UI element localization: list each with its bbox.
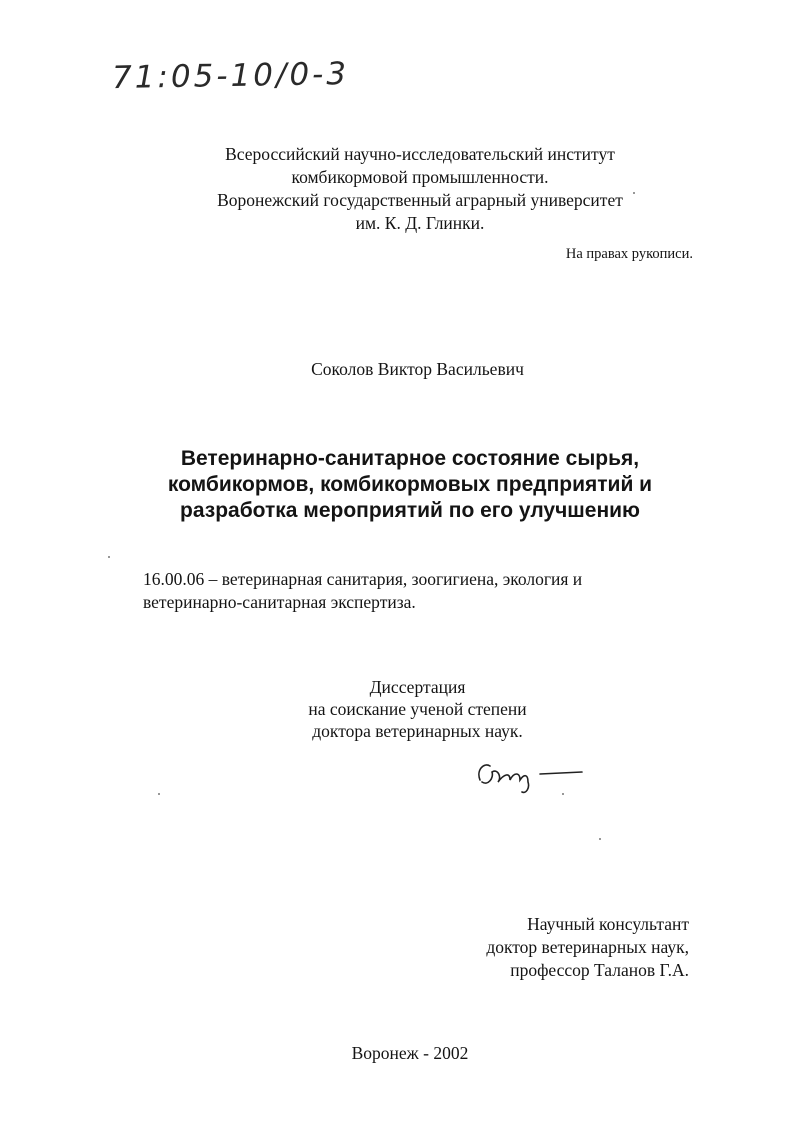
degree-line: на соискание ученой степени (308, 699, 527, 719)
institution-line: Всероссийский научно-исследовательский институт (225, 144, 615, 164)
scan-speck (633, 192, 635, 194)
degree-line: доктора ветеринарных наук. (312, 721, 523, 741)
consultant-line: доктор ветеринарных наук, (486, 937, 689, 957)
institution-line: комбикормовой промышленности. (291, 167, 549, 187)
dissertation-title (140, 446, 680, 524)
specialty-line: 16.00.06 – ветеринарная санитария, зоогигиена, экология и (143, 569, 583, 589)
title-line: разработка мероприятий по его улучшению (180, 499, 640, 522)
consultant-line: профессор Таланов Г.А. (510, 960, 689, 980)
institution-line: им. К. Д. Глинки. (355, 213, 485, 233)
consultant-block (486, 913, 689, 982)
scan-speck (158, 793, 160, 795)
author-signature (470, 752, 590, 797)
specialty-block (143, 568, 703, 614)
manuscript-rights-note: На правах рукописи. (565, 246, 693, 262)
institutions-block (170, 143, 670, 235)
degree-block (250, 676, 585, 742)
consultant-line: Научный консультант (527, 914, 689, 934)
scan-speck (108, 556, 110, 558)
degree-line: Диссертация (369, 677, 466, 697)
scan-speck (562, 793, 564, 795)
institution-line: Воронежский государственный аграрный университет (217, 190, 623, 210)
specialty-line: ветеринарно-санитарная экспертиза. (143, 592, 416, 612)
city-year: Воронеж - 2002 (351, 1043, 469, 1063)
scan-speck (599, 838, 601, 840)
title-line: Ветеринарно-санитарное состояние сырья, (180, 447, 640, 470)
archive-number-handwritten: 71:05-10/0-3 (111, 55, 350, 97)
title-line: комбикормов, комбикормовых предприятий и (167, 473, 653, 496)
author-name: Соколов Виктор Васильевич (311, 359, 524, 379)
